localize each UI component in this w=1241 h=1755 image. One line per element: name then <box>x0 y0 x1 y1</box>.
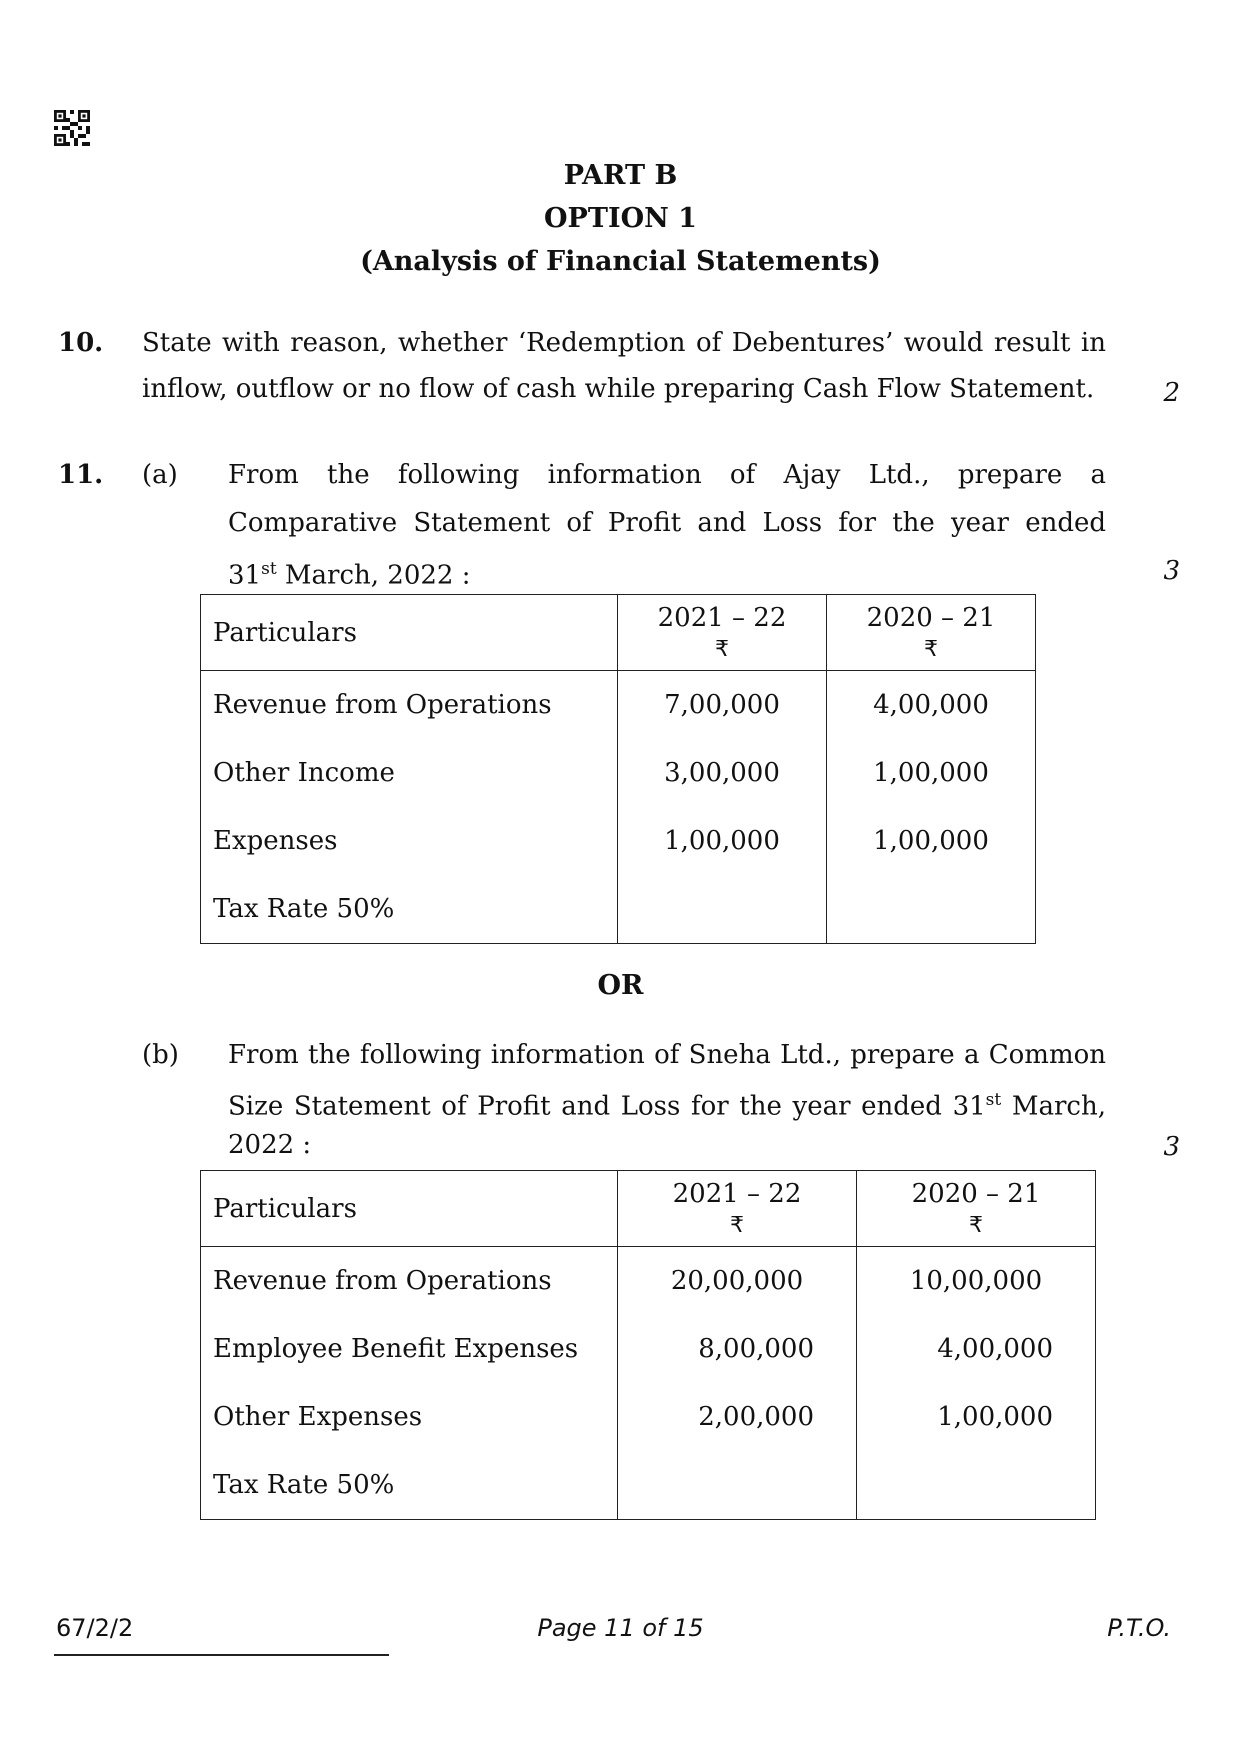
table-row <box>201 1247 1096 1316</box>
table-cell: 2,00,000 <box>618 1383 857 1451</box>
or-divider: OR <box>597 970 644 1001</box>
table-cell: Other Expenses <box>201 1383 618 1451</box>
table-cell: 4,00,000 <box>857 1315 1096 1383</box>
table-row <box>201 807 1036 875</box>
table-cell: Tax Rate 50% <box>201 1451 618 1520</box>
table-cell: Employee Benefit Expenses <box>201 1315 618 1383</box>
option-heading: OPTION 1 <box>544 203 697 234</box>
page-number: Page 11 of 15 <box>537 1614 704 1642</box>
qr-code-icon <box>54 110 90 146</box>
table-header-year-2: 2020 – 21 ₹ <box>827 595 1036 671</box>
table-cell: 1,00,000 <box>827 739 1036 807</box>
table-row <box>201 875 1036 944</box>
question-11a-line-3: 31st March, 2022 : <box>228 559 471 591</box>
table-cell: 1,00,000 <box>618 807 827 875</box>
table-header-year-2: 2020 – 21 ₹ <box>857 1171 1096 1247</box>
table-cell: 8,00,000 <box>618 1315 857 1383</box>
question-11b-line-3: 2022 : <box>228 1130 312 1160</box>
table-header-year-1: 2021 – 22 ₹ <box>618 1171 857 1247</box>
table-cell: 20,00,000 <box>618 1247 857 1316</box>
question-10-marks: 2 <box>1163 378 1180 408</box>
table-cell: Other Income <box>201 739 618 807</box>
table-cell <box>857 1451 1096 1520</box>
question-11b-line-2: Size Statement of Profit and Loss for the year ended 31st March, <box>228 1090 1106 1122</box>
table-cell: 3,00,000 <box>618 739 827 807</box>
table-row <box>201 1383 1096 1451</box>
table-cell <box>618 875 827 944</box>
question-11b-line-1: From the following information of Sneha Ltd., prepare a Common <box>228 1040 1106 1070</box>
table-11a <box>200 594 1036 944</box>
part-heading: PART B <box>563 160 678 191</box>
table-row <box>201 1451 1096 1520</box>
table-row <box>201 671 1036 740</box>
table-row <box>201 739 1036 807</box>
table-11b <box>200 1170 1096 1520</box>
table-cell: Revenue from Operations <box>201 1247 618 1316</box>
table-cell: 7,00,000 <box>618 671 827 740</box>
section-subtitle: (Analysis of Financial Statements) <box>360 246 881 277</box>
question-11b-marks: 3 <box>1163 1132 1180 1162</box>
question-11b-label: (b) <box>142 1040 179 1070</box>
table-cell <box>618 1451 857 1520</box>
question-11a-label: (a) <box>142 460 178 490</box>
question-10-line-1: State with reason, whether ‘Redemption of Debentures’ would result in <box>142 328 1106 358</box>
table-cell: 1,00,000 <box>857 1383 1096 1451</box>
table-cell: 10,00,000 <box>857 1247 1096 1316</box>
table-cell: 1,00,000 <box>827 807 1036 875</box>
question-11a-marks: 3 <box>1163 556 1180 586</box>
table-cell: Revenue from Operations <box>201 671 618 740</box>
footer-underline <box>54 1654 389 1656</box>
table-cell: 4,00,000 <box>827 671 1036 740</box>
question-10-number: 10. <box>58 328 104 358</box>
paper-code: 67/2/2 <box>56 1614 134 1642</box>
question-11a-line-1: From the following information of Ajay Ltd., prepare a <box>228 460 1106 490</box>
pto-label: P.T.O. <box>1107 1614 1171 1642</box>
table-header-particulars: Particulars <box>201 1171 618 1247</box>
table-header-particulars: Particulars <box>201 595 618 671</box>
table-cell <box>827 875 1036 944</box>
question-11-number: 11. <box>58 460 104 490</box>
table-header-year-1: 2021 – 22 ₹ <box>618 595 827 671</box>
table-cell: Tax Rate 50% <box>201 875 618 944</box>
table-row <box>201 1315 1096 1383</box>
table-cell: Expenses <box>201 807 618 875</box>
question-11a-line-2: Comparative Statement of Profit and Loss for the year ended <box>228 508 1106 538</box>
question-10-line-2: inflow, outflow or no flow of cash while preparing Cash Flow Statement. <box>142 374 1095 404</box>
